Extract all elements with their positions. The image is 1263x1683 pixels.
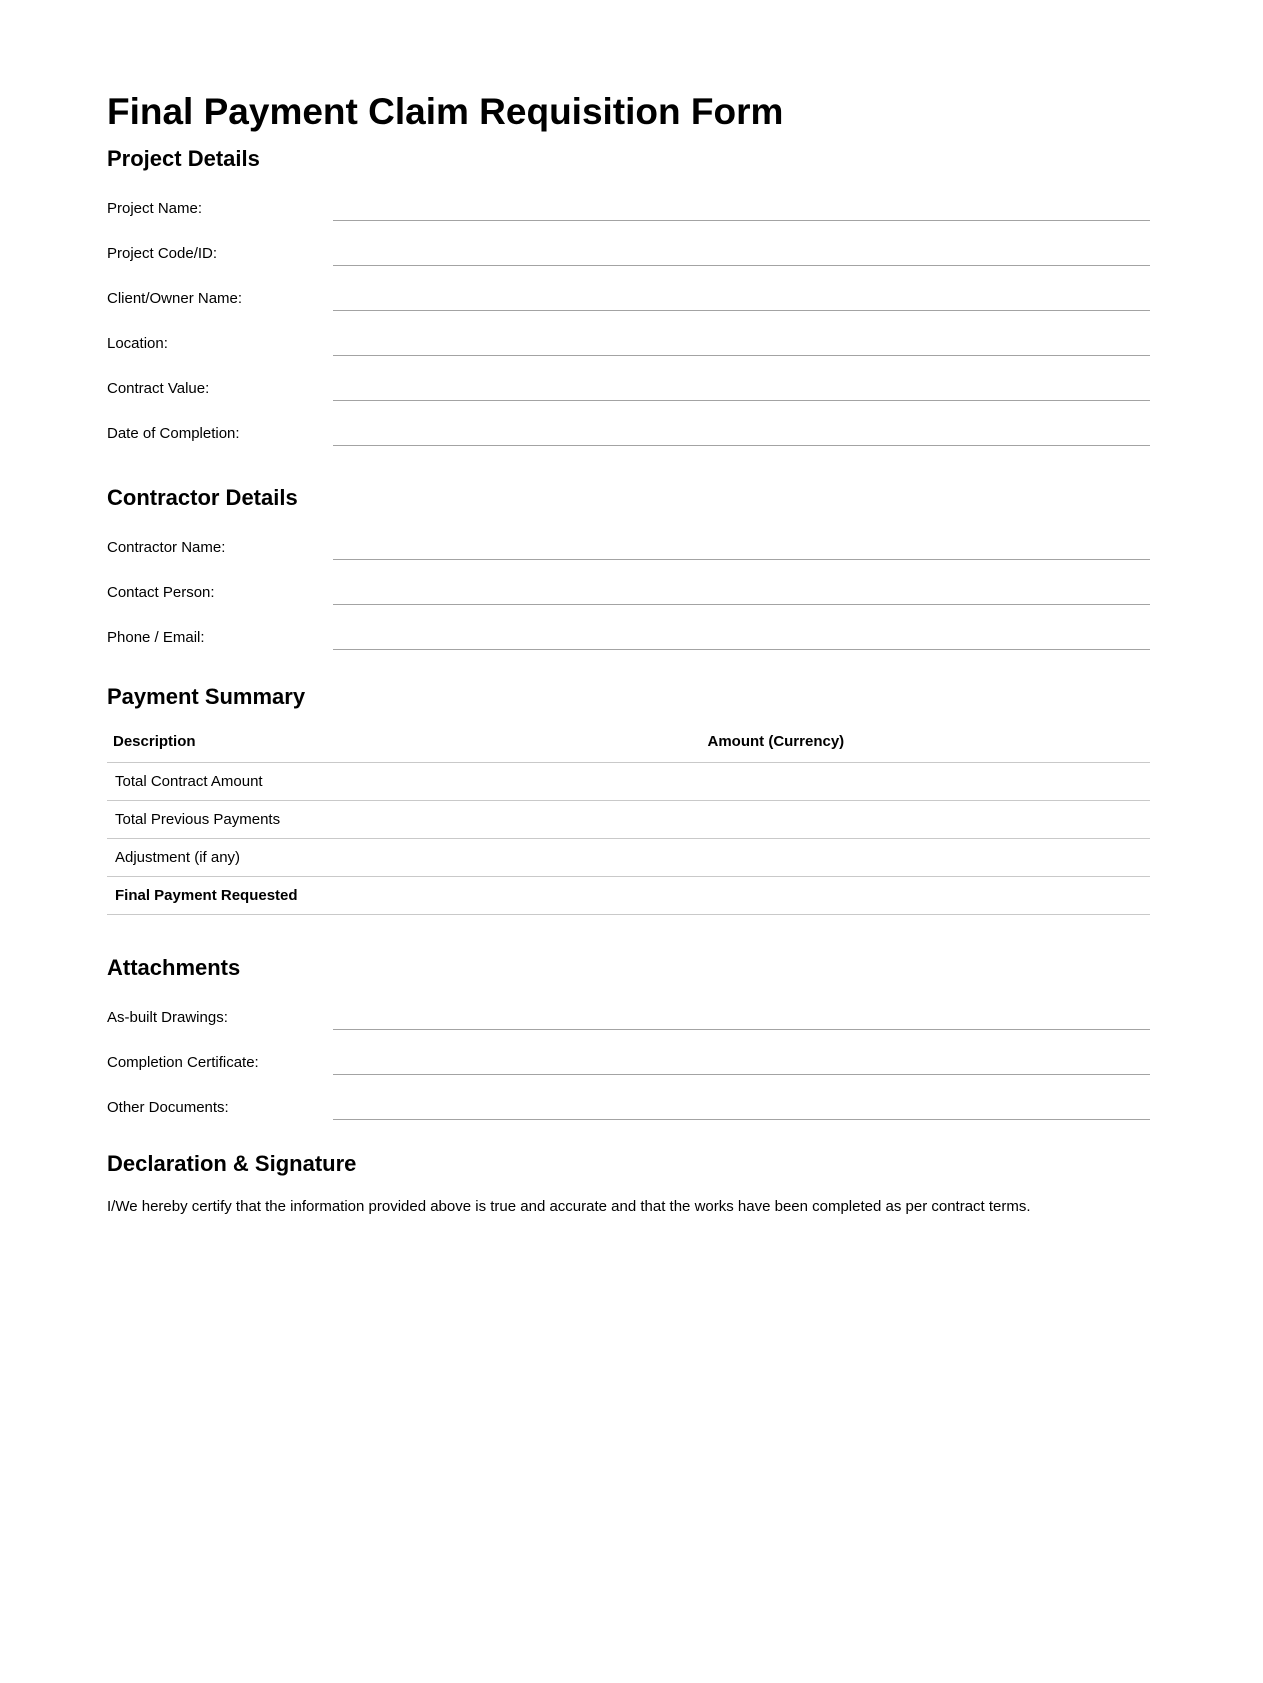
cell-amount-blank <box>702 801 1151 839</box>
field-row-contact-person <box>107 570 1150 615</box>
blank-line <box>333 604 1150 605</box>
cell-description: Final Payment Requested <box>107 877 702 915</box>
field-label: Client/Owner Name: <box>107 290 243 307</box>
section-project-details <box>107 186 1150 456</box>
blank-line <box>333 1119 1150 1120</box>
col-header-amount: Amount (Currency) <box>702 733 1151 763</box>
field-label: Contractor Name: <box>107 539 226 556</box>
blank-line <box>333 559 1150 560</box>
blank-line <box>333 310 1150 311</box>
field-row-date-of-completion <box>107 411 1150 456</box>
table-row-total-contract-amount <box>107 763 1150 801</box>
field-row-client-owner-name <box>107 276 1150 321</box>
field-row-contractor-name <box>107 525 1150 570</box>
section-attachments <box>107 995 1150 1130</box>
field-row-phone-email <box>107 615 1150 660</box>
section-heading-payment-summary: Payment Summary <box>107 684 306 709</box>
cell-description: Adjustment (if any) <box>107 839 702 877</box>
blank-line <box>333 220 1150 221</box>
field-label: Completion Certificate: <box>107 1054 259 1071</box>
cell-description: Total Previous Payments <box>107 801 702 839</box>
cell-amount-blank <box>702 839 1151 877</box>
field-label: As-built Drawings: <box>107 1009 228 1026</box>
blank-line <box>333 649 1150 650</box>
table-header-row <box>107 733 1150 763</box>
section-contractor-details <box>107 525 1150 660</box>
field-label: Contact Person: <box>107 584 215 601</box>
table-row-adjustment <box>107 839 1150 877</box>
section-heading-contractor-details: Contractor Details <box>107 485 298 510</box>
payment-summary-table <box>107 733 1150 915</box>
field-label: Contract Value: <box>107 380 210 397</box>
field-row-contract-value <box>107 366 1150 411</box>
cell-amount-blank <box>702 763 1151 801</box>
table-row-total-previous-payments <box>107 801 1150 839</box>
blank-line <box>333 1029 1150 1030</box>
field-label: Phone / Email: <box>107 629 205 646</box>
field-label: Project Name: <box>107 200 203 217</box>
blank-line <box>333 445 1150 446</box>
field-row-completion-certificate <box>107 1040 1150 1085</box>
blank-line <box>333 1074 1150 1075</box>
col-header-description: Description <box>107 733 702 763</box>
field-row-project-code <box>107 231 1150 276</box>
field-row-other-documents <box>107 1085 1150 1130</box>
section-heading-attachments: Attachments <box>107 955 241 980</box>
blank-line <box>333 400 1150 401</box>
page-title: Final Payment Claim Requisition Form <box>107 91 784 132</box>
blank-line <box>333 355 1150 356</box>
cell-amount-blank <box>702 877 1151 915</box>
field-label: Date of Completion: <box>107 425 240 442</box>
declaration-text: I/We hereby certify that the information provided above is true and accurate and that the works have been completed as per contract terms. <box>107 1198 1031 1215</box>
field-label: Location: <box>107 335 168 352</box>
table-row-final-payment-requested <box>107 877 1150 915</box>
blank-line <box>333 265 1150 266</box>
field-row-project-name <box>107 186 1150 231</box>
field-label: Other Documents: <box>107 1099 229 1116</box>
section-heading-declaration-signature: Declaration & Signature <box>107 1151 357 1176</box>
field-row-location <box>107 321 1150 366</box>
field-row-as-built-drawings <box>107 995 1150 1040</box>
field-label: Project Code/ID: <box>107 245 218 262</box>
cell-description: Total Contract Amount <box>107 763 702 801</box>
section-heading-project-details: Project Details <box>107 146 260 171</box>
